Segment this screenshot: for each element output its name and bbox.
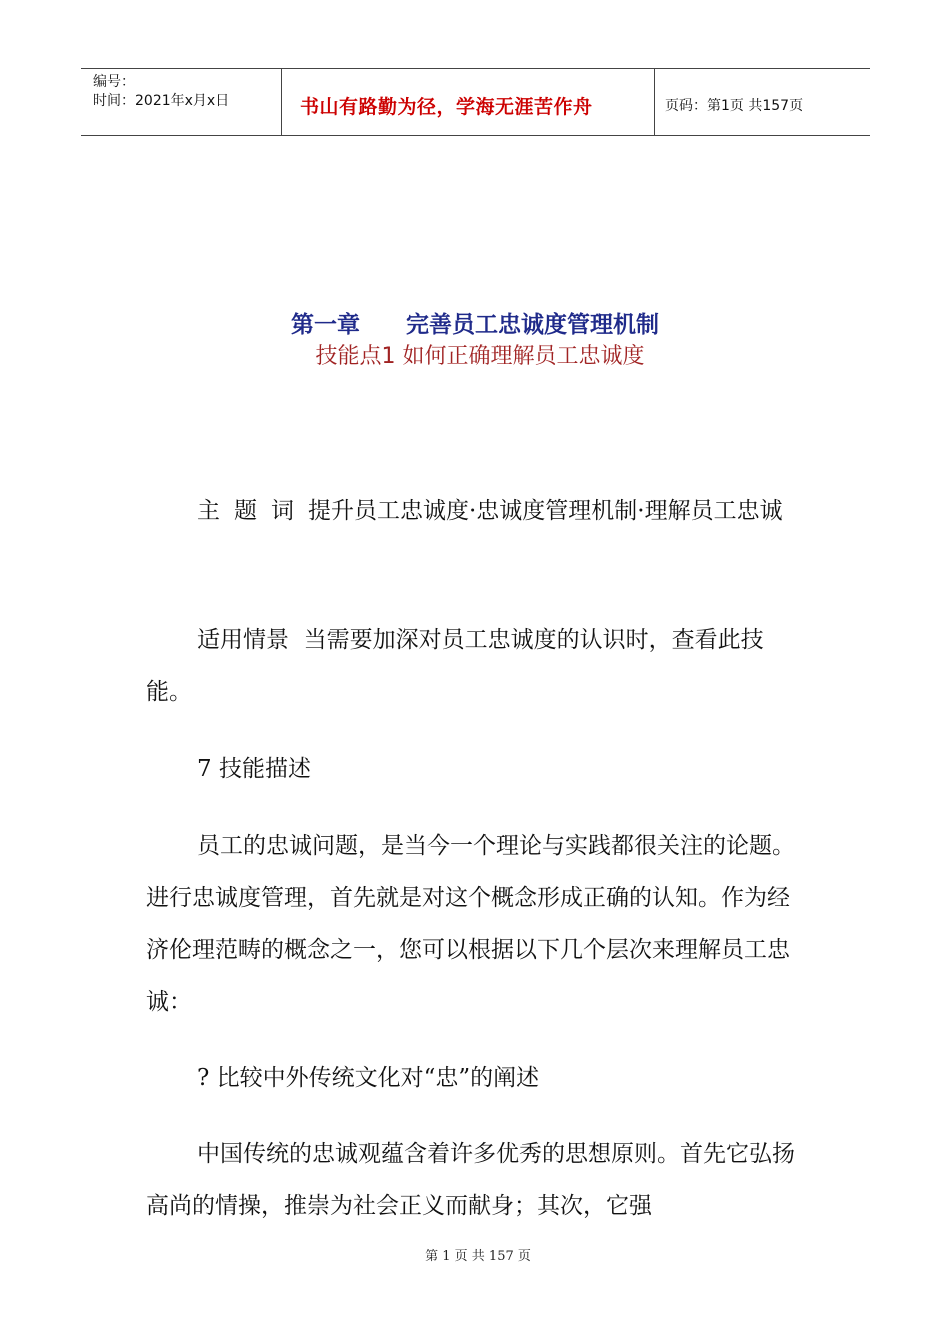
- number-label: 编号：: [93, 74, 135, 90]
- china-paragraph: [146, 1128, 806, 1232]
- keywords-paragraph: [146, 485, 806, 537]
- page-footer: 第 1 页 共 157 页: [425, 1249, 531, 1264]
- keywords-text: 提升员工忠诚度·忠诚度管理机制·理解员工忠诚: [308, 498, 783, 524]
- keywords-label: 主题词: [197, 498, 308, 524]
- chapter-name: 完善员工忠诚度管理机制: [406, 312, 659, 338]
- description-text: 员工的忠诚问题，是当今一个理论与实践都很关注的论题。进行忠诚度管理，首先就是对这个概念形成正确的认知。作为经济伦理范畴的概念之一，您可以根据以下几个层次来理解员工忠诚：: [146, 833, 795, 1015]
- compare-heading: [146, 1052, 806, 1104]
- scenario-text: 当需要加深对员工忠诚度的认识时，查看此技能。: [146, 627, 764, 705]
- chapter-number: 第一章: [291, 312, 360, 338]
- time-label: 时间：2021年x月x日: [93, 93, 230, 109]
- china-text: 中国传统的忠诚观蕴含着许多优秀的思想原则。首先它弘扬高尚的情操，推崇为社会正义而献身；其次，它强: [146, 1141, 795, 1219]
- compare-heading-text: ? 比较中外传统文化对“忠”的阐述: [197, 1065, 540, 1091]
- scenario-label: 适用情景: [197, 627, 289, 653]
- scenario-paragraph: [146, 614, 806, 718]
- header-motto-cell: [282, 69, 655, 135]
- description-paragraph: [146, 820, 806, 1028]
- header-page-cell: [655, 69, 870, 135]
- chapter-title: [0, 306, 950, 339]
- motto-text: 书山有路勤为径，学海无涯苦作舟: [300, 95, 593, 118]
- description-heading: [146, 743, 806, 795]
- skill-title: 技能点1 如何正确理解员工忠诚度: [315, 344, 645, 369]
- page-info: 页码：第1页 共157页: [665, 98, 804, 114]
- description-heading-text: 7 技能描述: [197, 756, 311, 782]
- header-table: [81, 68, 870, 136]
- header-meta-cell: [81, 69, 282, 135]
